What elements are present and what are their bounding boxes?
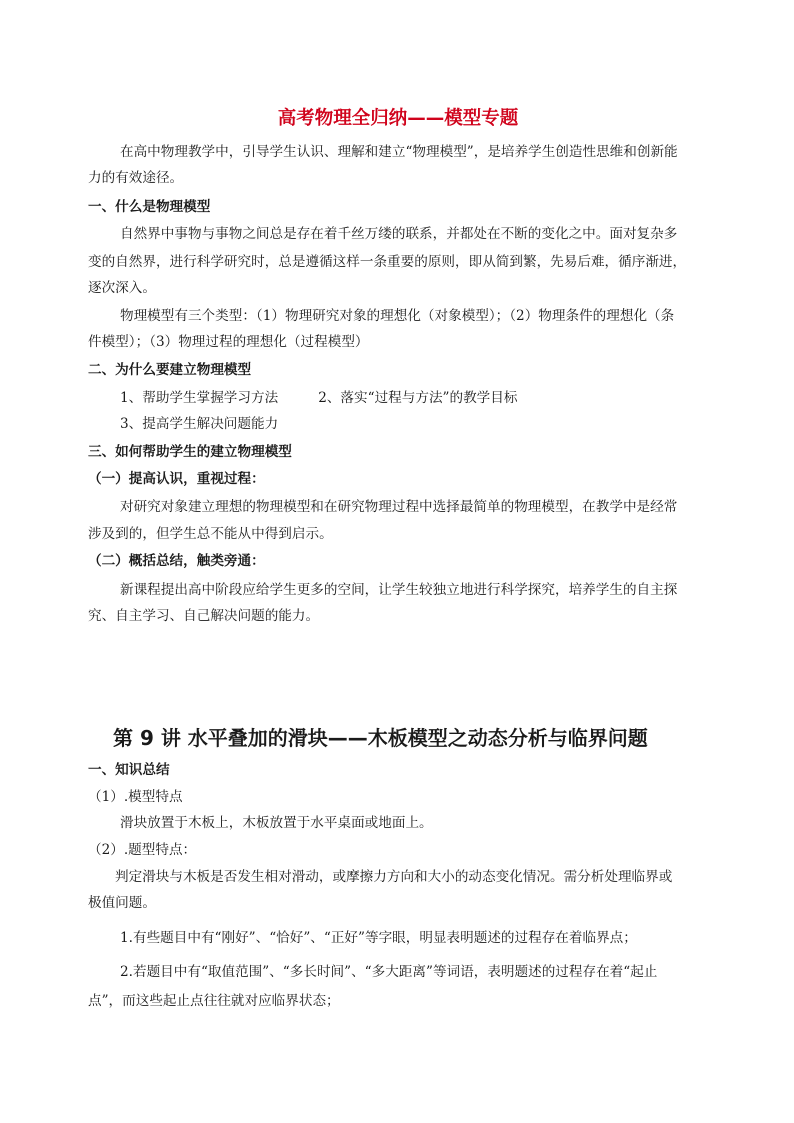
- heading-how-to-help: 三、如何帮助学生的建立物理模型: [88, 444, 292, 460]
- p1-line-2: 变的自然界，进行科学研究时，总是遵循这样一条重要的原则，即从简到繁，先易后难，循序渐进，: [88, 254, 687, 270]
- p2-line-2: 件模型）；（3）物理过程的理想化（过程模型）: [88, 334, 369, 350]
- p4-line-1: 新课程提出高中阶段应给学生更多的空间，让学生较独立地进行科学探究，培养学生的自主探: [120, 582, 678, 598]
- p1-line-1: 自然界中事物与事物之间总是存在着千丝万缕的联系，并都处在不断的变化之中。面对复杂多: [120, 226, 678, 242]
- subheading-2: （二）概括总结，触类旁通：: [88, 553, 265, 569]
- section1-title: 高考物理全归纳——模型专题: [277, 108, 519, 129]
- point2-line-1: 2.若题目中有“取值范围”、“多长时间”、“多大距离”等词语，表明题述的过程存在着“起止: [120, 964, 658, 980]
- item2-text-line-2: 极值问题。: [88, 895, 156, 911]
- list-row-1: [120, 388, 517, 408]
- p3-line-2: 涉及到的，但学生总不能从中得到启示。: [88, 526, 333, 542]
- section2-title: 第 9 讲 水平叠加的滑块——木板模型之动态分析与临界问题: [113, 726, 648, 750]
- item2-text-line-1: 判定滑块与木板是否发生相对滑动，或摩擦力方向和大小的动态变化情况。需分析处理临界或: [115, 869, 673, 885]
- point2-line-2: 点”，而这些起止点往往就对应临界状态；: [88, 993, 340, 1009]
- p2-line-1: 物理模型有三个类型：（1）物理研究对象的理想化（对象模型）；（2）物理条件的理想化（条: [120, 308, 675, 324]
- list-item-1: 1、帮助学生掌握学习方法: [120, 390, 279, 406]
- p1-line-3: 逐次深入。: [88, 280, 156, 296]
- item1-label: （1）.模型特点: [88, 789, 183, 805]
- p4-line-2: 究、自主学习、自己解决问题的能力。: [88, 608, 320, 624]
- heading-why-build-model: 二、为什么要建立物理模型: [88, 362, 252, 378]
- heading-what-is-model: 一、什么是物理模型: [88, 199, 211, 215]
- point1: 1.有些题目中有“刚好”、“恰好”、“正好”等字眼，明显表明题述的过程存在着临界点；: [120, 930, 637, 946]
- item2-label: （2）.题型特点：: [88, 842, 197, 858]
- intro-line-1: 在高中物理教学中，引导学生认识、理解和建立“物理模型”，是培养学生创造性思维和创新能: [120, 144, 678, 160]
- item1-text: 滑块放置于木板上，木板放置于水平桌面或地面上。: [120, 815, 433, 831]
- list-item-3: 3、提高学生解决问题能力: [120, 416, 279, 432]
- list-item-2: 2、落实“过程与方法”的教学目标: [318, 390, 518, 406]
- p3-line-1: 对研究对象建立理想的物理模型和在研究物理过程中选择最简单的物理模型，在教学中是经常: [120, 499, 678, 515]
- subheading-1: （一）提高认识，重视过程：: [88, 471, 265, 487]
- heading-knowledge-summary: 一、知识总结: [88, 762, 170, 778]
- intro-line-2: 力的有效途径。: [88, 170, 184, 186]
